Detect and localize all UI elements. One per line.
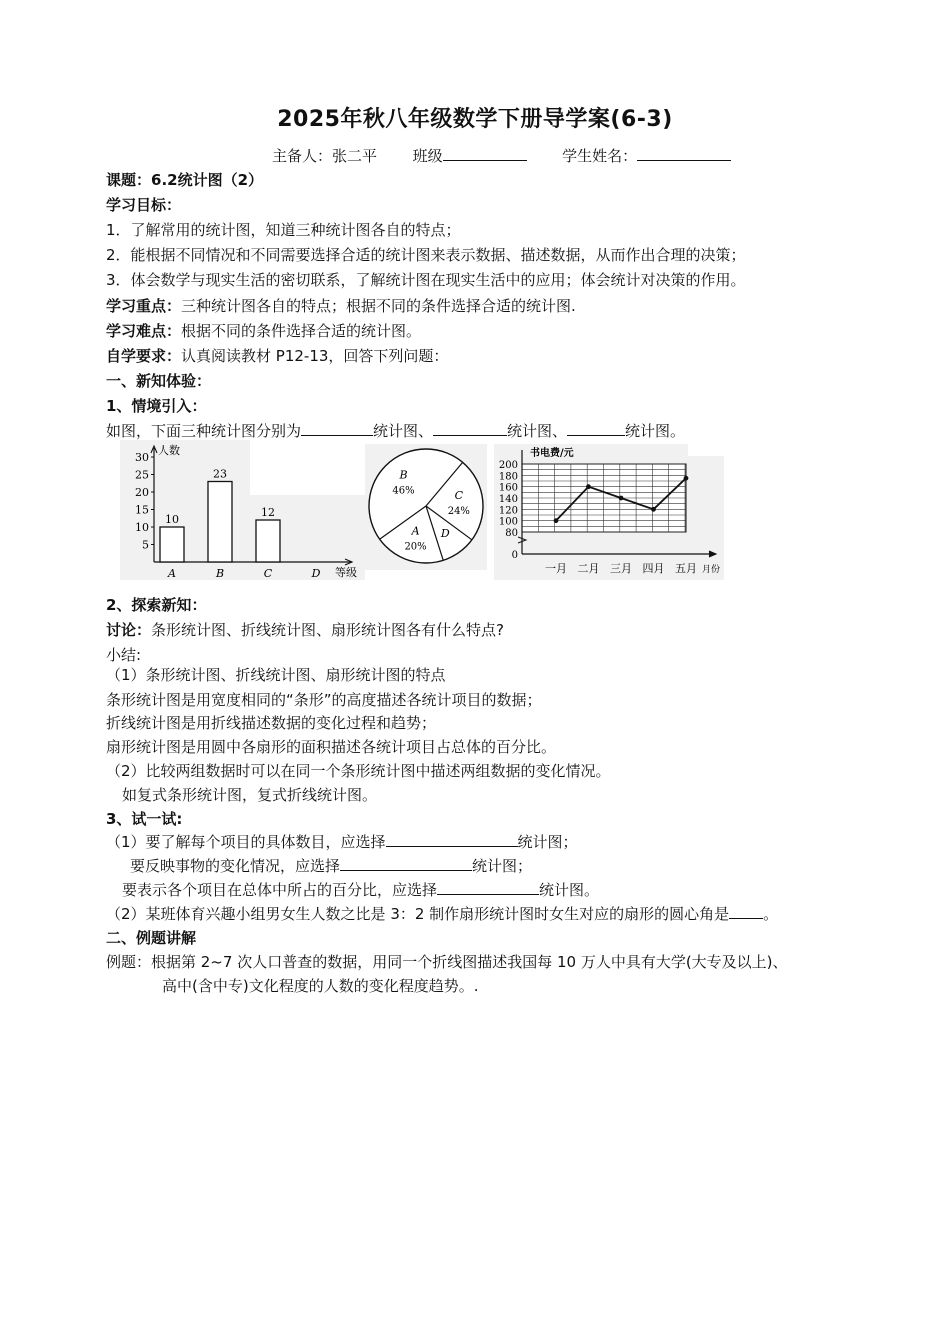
line-chart bbox=[494, 444, 724, 580]
self-study-line bbox=[106, 346, 448, 366]
try-q1b-end: 统计图； bbox=[472, 857, 533, 875]
lesson-value: 6.2统计图（2） bbox=[151, 171, 264, 189]
bar-category-label: C bbox=[263, 567, 273, 580]
line-point-2 bbox=[586, 484, 591, 489]
pie-chart bbox=[365, 444, 487, 570]
try-blank-1 bbox=[386, 832, 518, 847]
line-point-5 bbox=[684, 476, 689, 481]
section1-heading: 一、新知体验： bbox=[106, 372, 212, 390]
line-category-label: 二月 bbox=[577, 562, 600, 575]
key-point-line bbox=[106, 296, 576, 316]
blank-3 bbox=[567, 421, 625, 436]
line-point-4 bbox=[651, 507, 656, 512]
page-title: 2025年秋八年级数学下册导学案(6-3) bbox=[277, 107, 673, 132]
try-blank-3 bbox=[437, 880, 539, 895]
try-q1a-end: 统计图； bbox=[517, 833, 578, 851]
bar-B bbox=[208, 482, 232, 563]
try-q1a-text: （1）要了解每个项目的具体数目，应选择 bbox=[106, 833, 386, 851]
section3-sub3: 3、试一试: bbox=[106, 810, 183, 828]
bar-category-label: A bbox=[168, 567, 176, 580]
intro-d: 统计图。 bbox=[625, 422, 686, 440]
summary-2: （2）比较两组数据时可以在同一个条形统计图中描述两组数据的变化情况。 bbox=[106, 762, 611, 780]
intro-c: 统计图、 bbox=[507, 422, 568, 440]
discuss-text: 条形统计图、折线统计图、扇形统计图各有什么特点? bbox=[151, 621, 504, 639]
summary-1b: 折线统计图是用折线描述数据的变化过程和趋势； bbox=[106, 714, 437, 732]
class-blank bbox=[443, 145, 527, 161]
try-blank-4 bbox=[729, 904, 763, 919]
pie-slice-label: 46% bbox=[392, 485, 415, 497]
summary-1a: 条形统计图是用宽度相同的“条形”的高度描述各统计项目的数据； bbox=[106, 691, 542, 709]
line-category-label: 五月 bbox=[675, 562, 697, 575]
header-meta bbox=[272, 145, 731, 166]
objective-2: 2．能根据不同情况和不同需要选择合适的统计图来表示数据、描述数据，从而作出合理的决策； bbox=[106, 246, 746, 264]
pie-slice-name: B bbox=[399, 468, 408, 482]
self-study-text: 认真阅读教材 P12-13，回答下列问题： bbox=[181, 347, 449, 365]
line-y-tick-label: 180 bbox=[498, 471, 518, 483]
discuss-label: 讨论： bbox=[106, 621, 152, 639]
bar-chart bbox=[120, 440, 365, 580]
difficulty-label: 学习难点： bbox=[106, 322, 182, 340]
try-q1b bbox=[130, 856, 532, 876]
pie-slice-label: 24% bbox=[447, 506, 470, 518]
try-blank-2 bbox=[340, 856, 472, 871]
objectives-heading: 学习目标： bbox=[106, 196, 182, 214]
section4-heading: 二、例题讲解 bbox=[106, 929, 197, 947]
try-q2-text: （2）某班体育兴趣小组男女生人数之比是 3：2 制作扇形统计图时女生对应的扇形的圆心角是 bbox=[106, 905, 730, 923]
objective-1: 1．了解常用的统计图，知道三种统计图各自的特点； bbox=[106, 221, 461, 239]
student-name-label: 学生姓名： bbox=[562, 147, 638, 165]
bar-data-label: 10 bbox=[165, 513, 179, 526]
bar-y-tick-label: 20 bbox=[135, 486, 149, 499]
key-point-label: 学习重点： bbox=[106, 297, 182, 315]
self-study-label: 自学要求： bbox=[106, 347, 182, 365]
try-q2-end: 。 bbox=[763, 905, 779, 923]
difficulty-line bbox=[106, 321, 421, 341]
line-chart-white-patch bbox=[688, 444, 724, 456]
bar-y-tick-label: 5 bbox=[142, 538, 149, 552]
line-category-label: 一月 bbox=[545, 562, 567, 575]
key-point-text: 三种统计图各自的特点；根据不同的条件选择合适的统计图. bbox=[181, 297, 576, 315]
line-y-tick-label: 140 bbox=[498, 494, 518, 505]
line-y-tick-label: 120 bbox=[498, 505, 518, 517]
line-y-tick-label: 0 bbox=[511, 550, 518, 561]
summary-2a: 如复式条形统计图，复式折线统计图。 bbox=[122, 786, 378, 804]
difficulty-text: 根据不同的条件选择合适的统计图。 bbox=[181, 322, 422, 340]
bar-y-tick-label: 30 bbox=[135, 451, 149, 464]
bar-A bbox=[160, 527, 184, 562]
intro-line bbox=[106, 421, 685, 441]
line-y-tick-label: 100 bbox=[498, 516, 518, 528]
example-line-2: 高中(含中专)文化程度的人数的变化程度趋势。. bbox=[162, 977, 479, 995]
blank-1 bbox=[301, 421, 373, 436]
bar-category-label: B bbox=[215, 567, 225, 580]
blank-2 bbox=[433, 421, 507, 436]
try-q1a bbox=[106, 832, 578, 852]
bar-category-label: D bbox=[311, 567, 321, 580]
bar-y-tick-label: 15 bbox=[135, 503, 149, 517]
bar-y-tick-label: 25 bbox=[135, 468, 149, 482]
intro-b: 统计图、 bbox=[373, 422, 434, 440]
try-q2 bbox=[106, 904, 778, 924]
example-line-1: 例题：根据第 2~7 次人口普查的数据，用同一个折线图描述我国每 10 万人中具有大学(大专及以上)、 bbox=[106, 953, 788, 971]
pie-slice-name: C bbox=[454, 489, 464, 503]
bar-y-tick-label: 10 bbox=[135, 521, 149, 534]
class-label: 班级 bbox=[412, 147, 443, 165]
try-q1c-text: 要表示各个项目在总体中所占的百分比，应选择 bbox=[122, 881, 438, 899]
line-y-tick-label: 200 bbox=[498, 460, 518, 471]
objective-3: 3．体会数学与现实生活的密切联系，了解统计图在现实生活中的应用；体会统计对决策的作用。 bbox=[106, 271, 746, 289]
try-q1c bbox=[122, 880, 599, 900]
try-q1c-end: 统计图。 bbox=[539, 881, 600, 899]
bar-x-axis-label: 等级 bbox=[335, 566, 357, 579]
line-y-tick-label: 80 bbox=[505, 528, 518, 539]
summary-1: （1）条形统计图、折线统计图、扇形统计图的特点 bbox=[106, 666, 446, 684]
line-y-axis-label: 书电费/元 bbox=[530, 448, 574, 459]
bar-data-label: 23 bbox=[213, 467, 227, 481]
intro-a: 如图，下面三种统计图分别为 bbox=[106, 422, 302, 440]
summary-1c: 扇形统计图是用圆中各扇形的面积描述各统计项目占总体的百分比。 bbox=[106, 738, 557, 756]
section1-sub1: 1、情境引入： bbox=[106, 397, 207, 415]
line-category-label: 四月 bbox=[642, 562, 665, 575]
try-q1b-text: 要反映事物的变化情况，应选择 bbox=[130, 857, 341, 875]
lesson-line bbox=[106, 170, 263, 190]
summary-label: 小结: bbox=[106, 646, 142, 664]
bar-data-label: 12 bbox=[261, 506, 275, 519]
preparer: 主备人：张二平 bbox=[272, 147, 378, 165]
line-point-3 bbox=[619, 496, 624, 501]
bar-chart-white-patch bbox=[250, 440, 365, 495]
pie-slice-name: D bbox=[440, 526, 450, 540]
section2-sub2: 2、探索新知： bbox=[106, 596, 207, 614]
lesson-label: 课题： bbox=[106, 171, 152, 189]
line-x-axis-label: 月份 bbox=[702, 565, 721, 575]
bar-C bbox=[256, 520, 280, 562]
bar-y-axis-label: 人数 bbox=[158, 444, 180, 457]
student-name-blank bbox=[637, 145, 731, 161]
line-point-1 bbox=[554, 518, 559, 523]
pie-slice-label: 20% bbox=[404, 541, 427, 553]
line-category-label: 三月 bbox=[610, 562, 632, 575]
pie-slice-name: A bbox=[411, 524, 420, 538]
line-y-tick-label: 160 bbox=[498, 482, 518, 494]
discuss-line bbox=[106, 620, 504, 640]
